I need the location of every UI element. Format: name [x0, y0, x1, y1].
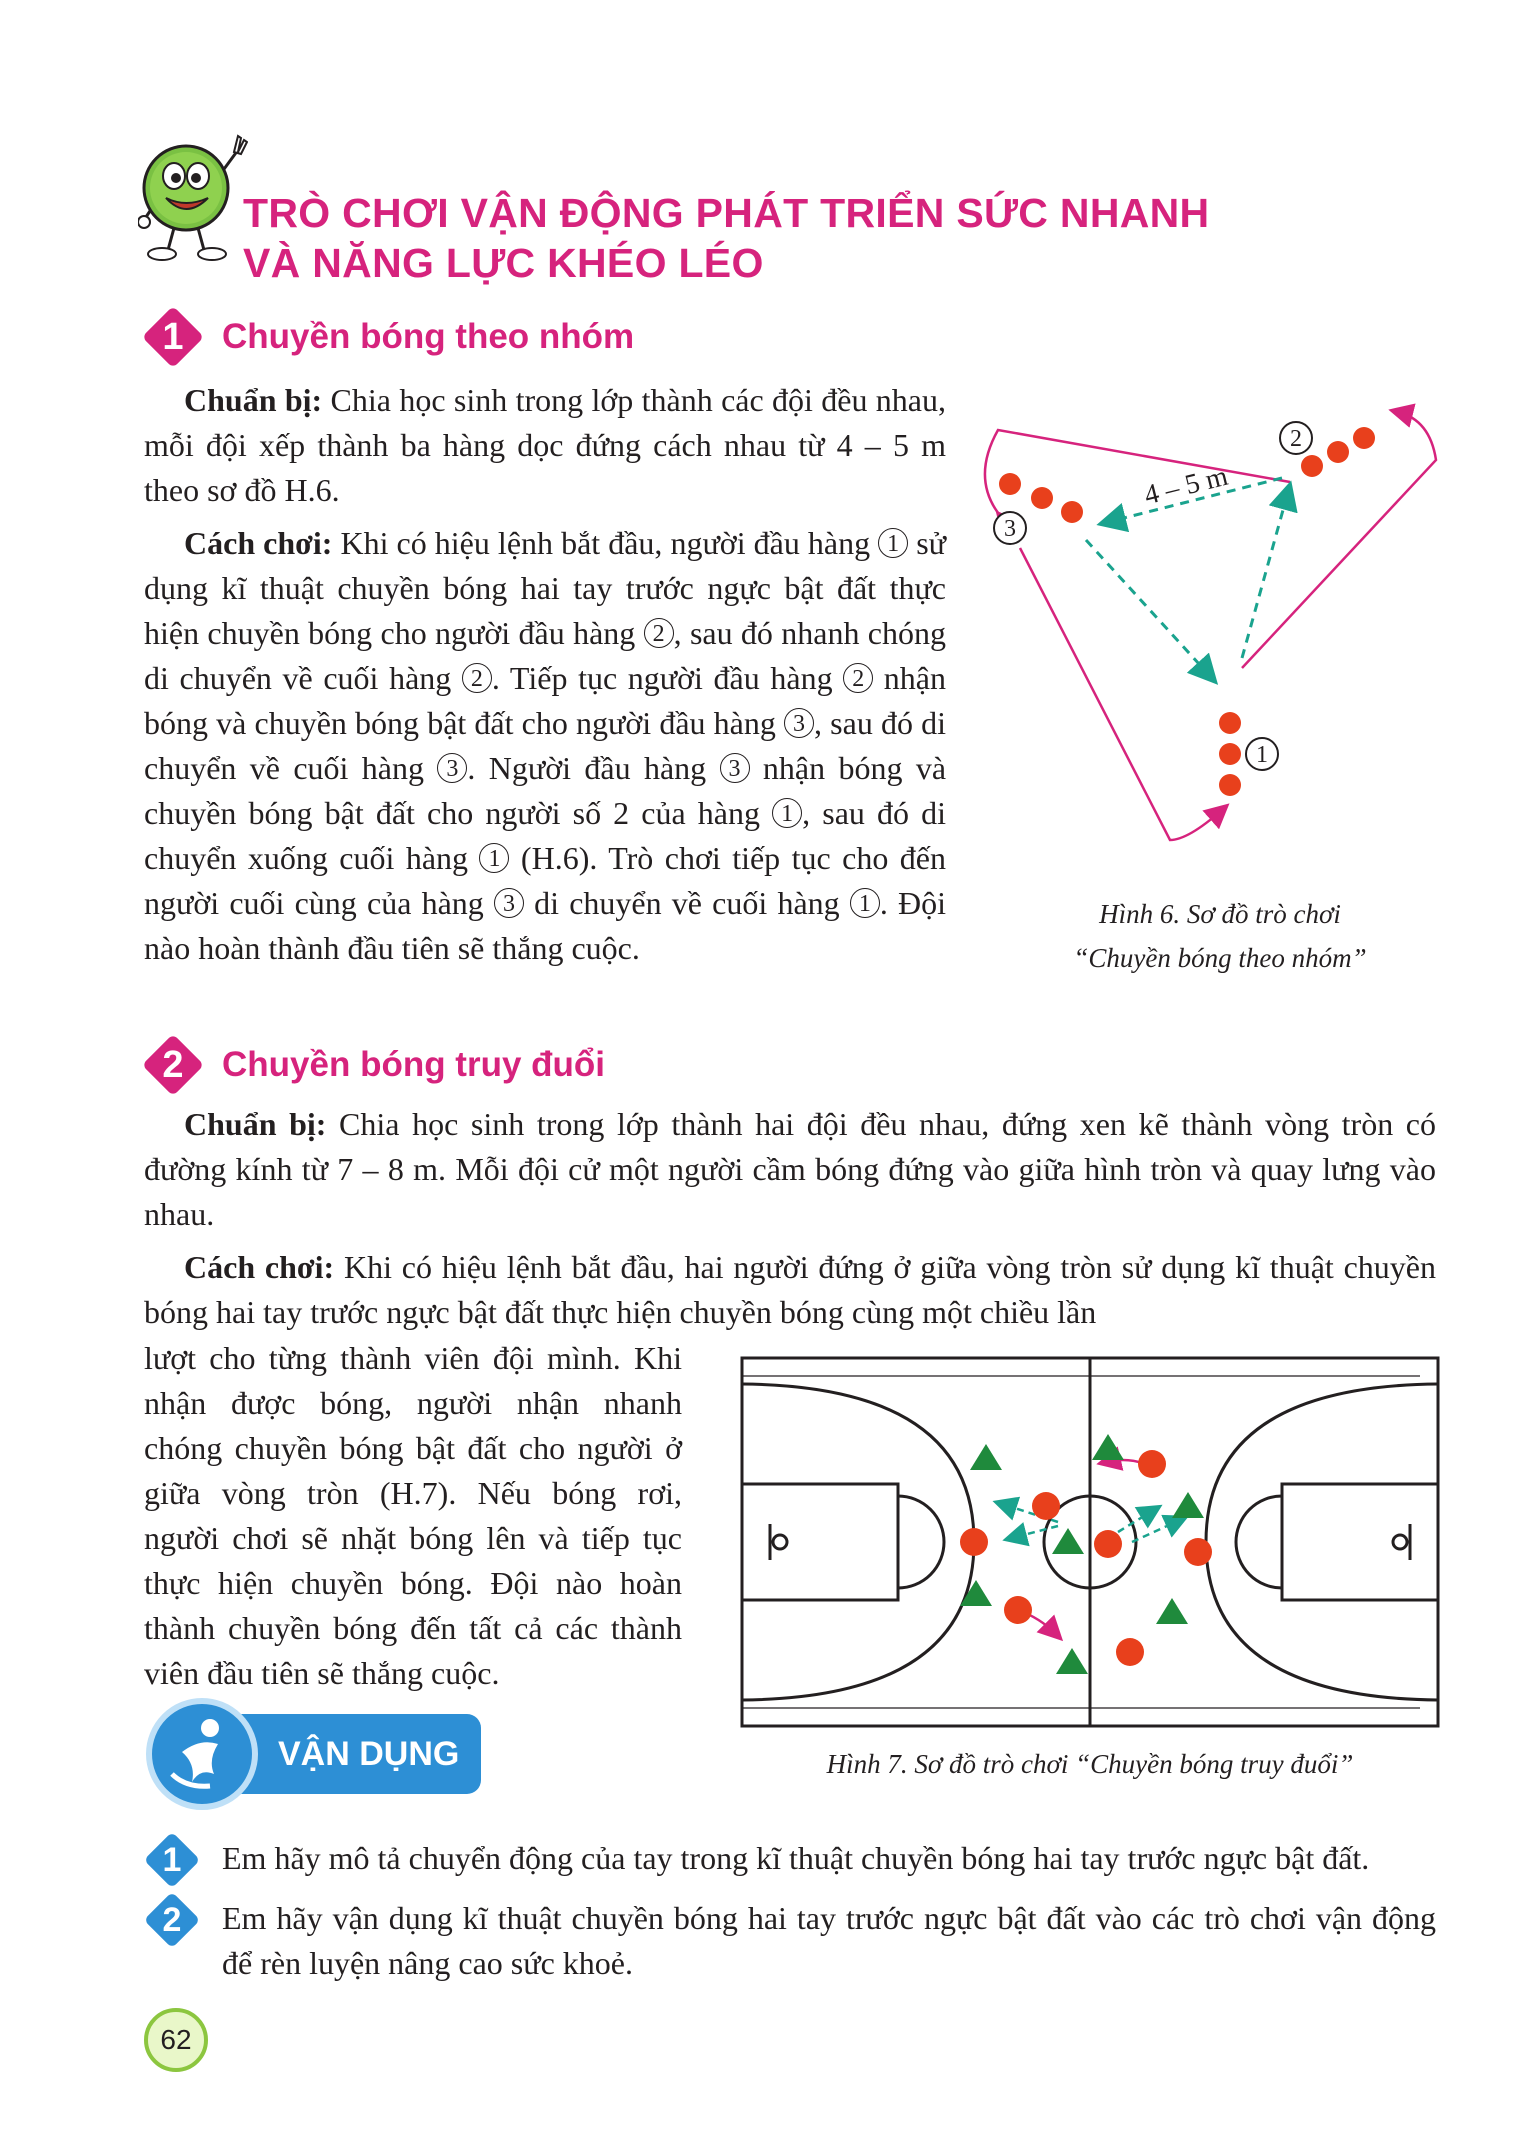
section-2-rules-top: Cách chơi: Khi có hiệu lệnh bắt đầu, hai người đứng ở giữa vòng tròn sử dụng kĩ thuật chuyền bóng hai tay trước ngực bật đất thực hiện chuyền bóng cùng một chiều lần [144, 1249, 1437, 1330]
fig6-row-3-label: 3 [1004, 516, 1016, 542]
section-2-title: Chuyền bóng truy đuổi [222, 1045, 606, 1084]
circled-number: 3 [720, 753, 750, 783]
circled-number: 2 [644, 618, 674, 648]
fig6-row-1-label: 1 [1256, 742, 1268, 768]
section-1-body [144, 378, 946, 979]
section-2-body [144, 1102, 1436, 1335]
runner-icon [146, 1698, 258, 1810]
figure-7-caption: Hình 7. Sơ đồ trò chơi “Chuyền bóng truy đuổi” [826, 1749, 1354, 1779]
section-1-number-badge: 1 [142, 306, 204, 368]
circled-number: 3 [437, 753, 467, 783]
question-1-text: Em hãy mô tả chuyển động của tay trong kĩ thuật chuyền bóng hai tay trước ngực bật đất. [222, 1840, 1370, 1876]
section-2-prep: Chuẩn bị: Chia học sinh trong lớp thành hai đội đều nhau, đứng xen kẽ thành vòng tròn có đường kính từ 7 – 8 m. Mỗi đội cử một người cầm bóng đứng vào giữa hình tròn và quay lưng vào nhau. [144, 1106, 1437, 1232]
circled-number: 2 [843, 663, 873, 693]
circled-number: 3 [784, 708, 814, 738]
section-1-rules: Cách chơi: Khi có hiệu lệnh bắt đầu, người đầu hàng 1 sử dụng kĩ thuật chuyền bóng hai tay trước ngực bật đất thực hiện chuyền bóng cho người đầu hàng 2 , sau đó nhanh chóng di chuyển về cuối hàng 2 . Tiếp tục người đầu hàng 2 nhận bóng và chuyền bóng bật đất cho người đầu hàng 3 , sau đó di chuyển về cuối hàng 3 . Người đầu hàng 3 nhận bóng và chuyền bóng bật đất cho người số 2 của hàng 1 , sau đó di chuyển xuống cuối hàng 1 (H.6). Trò chơi tiếp tục cho đến người cuối cùng của hàng 3 di chuyển về cuối hàng 1 . Đội nào hoàn thành đầu tiên sẽ thắng cuộc. [144, 525, 947, 966]
page-number: 62 [144, 2008, 208, 2072]
circled-number: 1 [772, 798, 802, 828]
question-2-text: Em hãy vận dụng kĩ thuật chuyền bóng hai tay trước ngực bật đất vào các trò chơi vận động để rèn luyện nâng cao sức khoẻ. [222, 1900, 1436, 1981]
figure-6-diagram [960, 400, 1460, 860]
page-title [243, 188, 1209, 288]
apply-questions [144, 1836, 1436, 1986]
circled-number: 1 [479, 843, 509, 873]
section-1-title: Chuyền bóng theo nhóm [222, 317, 635, 356]
circled-number: 2 [462, 663, 492, 693]
mascot-icon [138, 128, 248, 268]
question-2-number-badge: 2 [144, 1892, 200, 1948]
figure-6-caption: Hình 6. Sơ đồ trò chơi “Chuyền bóng theo nhóm” [1073, 899, 1367, 973]
section-2-heading [142, 1034, 605, 1096]
section-1-prep: Chuẩn bị: Chia học sinh trong lớp thành các đội đều nhau, mỗi đội xếp thành ba hàng dọc đứng cách nhau từ 4 – 5 m theo sơ đồ H.6. [144, 382, 947, 508]
circled-number: 1 [850, 888, 880, 918]
section-2-rules-side: lượt cho từng thành viên đội mình. Khi nhận được bóng, người nhận nhanh chóng chuyền bóng bật đất cho người ở giữa vòng tròn (H.7). Nếu bóng rơi, người chơi sẽ nhặt bóng lên và tiếp tục thực hiện chuyền bóng. Đội nào hoàn thành chuyền bóng đến tất cả các thành viên đầu tiên sẽ thắng cuộc. [144, 1340, 682, 1691]
circled-number: 1 [878, 528, 908, 558]
figure-7-court-diagram [740, 1356, 1440, 1728]
rules-label: Cách chơi: [184, 525, 333, 561]
prep-label: Chuẩn bị: [184, 382, 323, 418]
question-1-number-badge: 1 [144, 1832, 200, 1888]
title-line-1: TRÒ CHƠI VẬN ĐỘNG PHÁT TRIỂN SỨC NHANH [243, 190, 1210, 236]
question-2 [144, 1896, 1436, 1986]
title-line-2: VÀ NĂNG LỰC KHÉO LÉO [243, 240, 764, 286]
section-2-number-badge: 2 [142, 1034, 204, 1096]
section-1-heading [142, 306, 634, 368]
circled-number: 3 [494, 888, 524, 918]
apply-section-label: VẬN DỤNG [228, 1714, 481, 1794]
apply-section-badge [146, 1704, 481, 1804]
question-1 [144, 1836, 1436, 1888]
fig6-distance-label: 4 – 5 m [1141, 460, 1231, 512]
fig6-row-2-label: 2 [1290, 426, 1302, 452]
